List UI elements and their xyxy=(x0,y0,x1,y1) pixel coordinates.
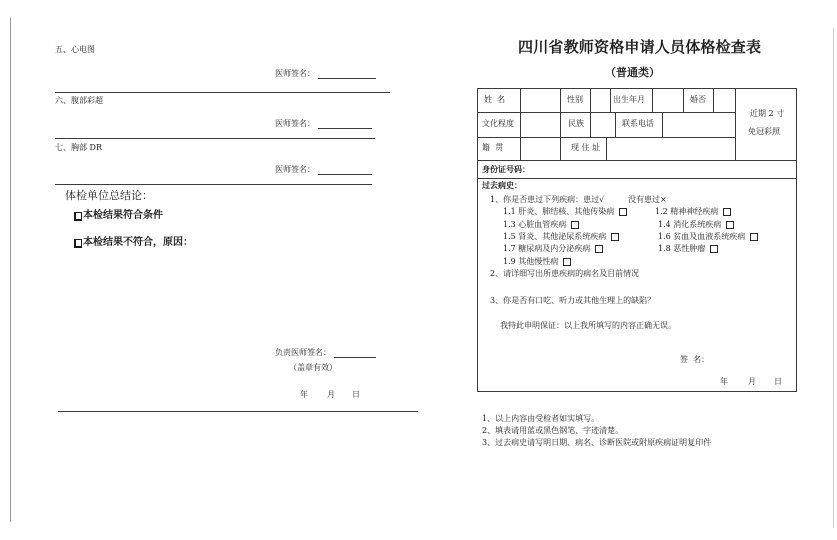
table-col-line xyxy=(560,112,561,137)
table-col-line xyxy=(560,137,561,160)
table-row-line xyxy=(477,112,735,113)
checkbox-icon xyxy=(619,208,627,216)
table-row-line xyxy=(477,178,797,179)
bottom-rule xyxy=(58,411,418,412)
date-month-label: 月 xyxy=(748,377,756,386)
history-label: 过去病史： xyxy=(482,181,522,190)
ultrasound-doctor-signature-label: 医师签名： xyxy=(275,119,315,128)
checkbox-icon xyxy=(74,239,82,248)
table-col-line xyxy=(560,88,561,112)
checkbox-icon xyxy=(723,208,731,216)
note-item: 2、填表请用蓝或黑色钢笔、字迹清楚。 xyxy=(482,426,624,435)
disease-item xyxy=(658,232,758,242)
table-col-line xyxy=(683,88,684,112)
disease-label: 1.3 心脏血管疾病 xyxy=(503,220,567,229)
conclusion-pass-label: 本检结果符合条件 xyxy=(83,210,163,221)
table-col-line xyxy=(606,137,607,160)
stamp-note: （盖章有效） xyxy=(289,363,337,372)
checkbox-icon xyxy=(726,221,734,229)
note-item: 3、过去病史请写明日期、病名、诊断医院或附原疾病证明复印件 xyxy=(482,438,712,447)
applicant-signature-label: 签 名： xyxy=(680,355,710,364)
section-title-ecg: 五、心电图 xyxy=(55,45,95,54)
right-scan-edge xyxy=(833,28,834,528)
table-col-line xyxy=(520,112,521,137)
table-col-line xyxy=(520,88,521,112)
table-col-line xyxy=(590,88,591,112)
disease-item xyxy=(658,244,718,254)
form-title: 四川省教师资格申请人员体格检查表 xyxy=(518,38,762,56)
declaration: 我特此申明保证：以上我所填写的内容正确无误。 xyxy=(500,321,676,330)
address-label: 现 住 址 xyxy=(571,143,601,152)
table-row-line xyxy=(477,160,797,161)
table-col-line xyxy=(662,112,663,137)
section-divider xyxy=(55,138,375,139)
phone-label: 联系电话 xyxy=(622,119,654,128)
table-col-line xyxy=(652,88,653,112)
disease-item xyxy=(503,220,579,230)
conclusion-pass-option xyxy=(74,210,163,222)
disease-label: 1.8 恶性肿瘤 xyxy=(658,244,706,253)
date-month-label: 月 xyxy=(327,390,335,399)
question-2: 2、请详细写出所患疾病的病名及目前情况 xyxy=(490,269,640,278)
section-divider xyxy=(55,92,390,93)
marital-status-label: 婚否 xyxy=(690,95,706,104)
disease-item xyxy=(503,207,627,217)
disease-label: 1.7 糖尿病及内分泌疾病 xyxy=(503,244,591,253)
native-place-label: 籍 贯 xyxy=(482,143,504,152)
chief-signature-line xyxy=(334,357,376,358)
disease-item xyxy=(658,220,734,230)
photo-instruction-line2: 免冠彩照 xyxy=(748,127,780,136)
disease-label: 1.9 其他慢性病 xyxy=(503,257,559,266)
photo-instruction-line1: 近期 2 寸 xyxy=(750,109,785,118)
gender-label: 性别 xyxy=(567,95,583,104)
note-item: 1、以上内容由受检者如实填写。 xyxy=(482,414,600,423)
checkbox-icon xyxy=(563,258,571,266)
ecg-signature-line xyxy=(318,78,376,79)
ecg-doctor-signature-label: 医师签名： xyxy=(275,69,315,78)
chief-doctor-signature-label: 负责医师签名： xyxy=(275,348,331,357)
ultrasound-signature-line xyxy=(318,128,372,129)
checkbox-icon xyxy=(595,245,603,253)
disease-item xyxy=(503,244,603,254)
birth-date-label: 出生年月 xyxy=(613,95,645,104)
date-year-label: 年 xyxy=(300,390,308,399)
conclusion-fail-label: 本检结果不符合，原因： xyxy=(83,237,193,248)
disease-item xyxy=(503,232,619,242)
name-label: 姓 名 xyxy=(484,95,506,104)
conclusion-label: 体检单位总结论： xyxy=(65,189,153,202)
table-col-line xyxy=(520,137,521,160)
disease-label: 1.4 消化系统疾病 xyxy=(658,220,722,229)
left-scan-edge xyxy=(10,18,11,522)
date-day-label: 日 xyxy=(774,377,782,386)
photo-column-line xyxy=(735,88,736,160)
education-label: 文化程度 xyxy=(482,119,514,128)
chest-dr-signature-line xyxy=(318,174,372,175)
table-col-line xyxy=(610,88,611,112)
disease-item xyxy=(655,207,731,217)
chest-dr-doctor-signature-label: 医师签名： xyxy=(275,165,315,174)
section-divider xyxy=(55,184,372,185)
ethnicity-label: 民族 xyxy=(568,119,584,128)
checkbox-icon xyxy=(74,212,82,221)
question-3: 3、你是否有口吃、听力或其他生理上的缺陷？ xyxy=(490,296,656,305)
checkbox-icon xyxy=(611,233,619,241)
disease-label: 1.2 精神神经疾病 xyxy=(655,207,719,216)
checkbox-icon xyxy=(571,221,579,229)
disease-label: 1.1 肝炎、肺结核、其他传染病 xyxy=(503,207,615,216)
id-number-label: 身份证号码： xyxy=(482,165,530,174)
checkbox-icon xyxy=(750,233,758,241)
date-day-label: 日 xyxy=(352,390,360,399)
form-subtitle: （普通类） xyxy=(605,66,660,79)
disease-label: 1.6 贫血及血液系统疾病 xyxy=(658,232,746,241)
checkbox-icon xyxy=(710,245,718,253)
date-year-label: 年 xyxy=(720,377,728,386)
conclusion-fail-option xyxy=(74,237,193,249)
table-col-line xyxy=(615,112,616,137)
disease-label: 1.5 肾炎、其他泌尿系统疾病 xyxy=(503,232,607,241)
disease-item xyxy=(503,257,571,267)
section-title-ultrasound: 六、腹部彩超 xyxy=(55,96,103,105)
table-col-line xyxy=(590,112,591,137)
table-col-line xyxy=(713,88,714,112)
question-1-legend-no: 没有患过× xyxy=(628,195,667,204)
section-title-chest-dr: 七、胸部 DR xyxy=(55,143,102,152)
question-1: 1、你是否患过下列疾病：患过√ xyxy=(490,195,605,204)
